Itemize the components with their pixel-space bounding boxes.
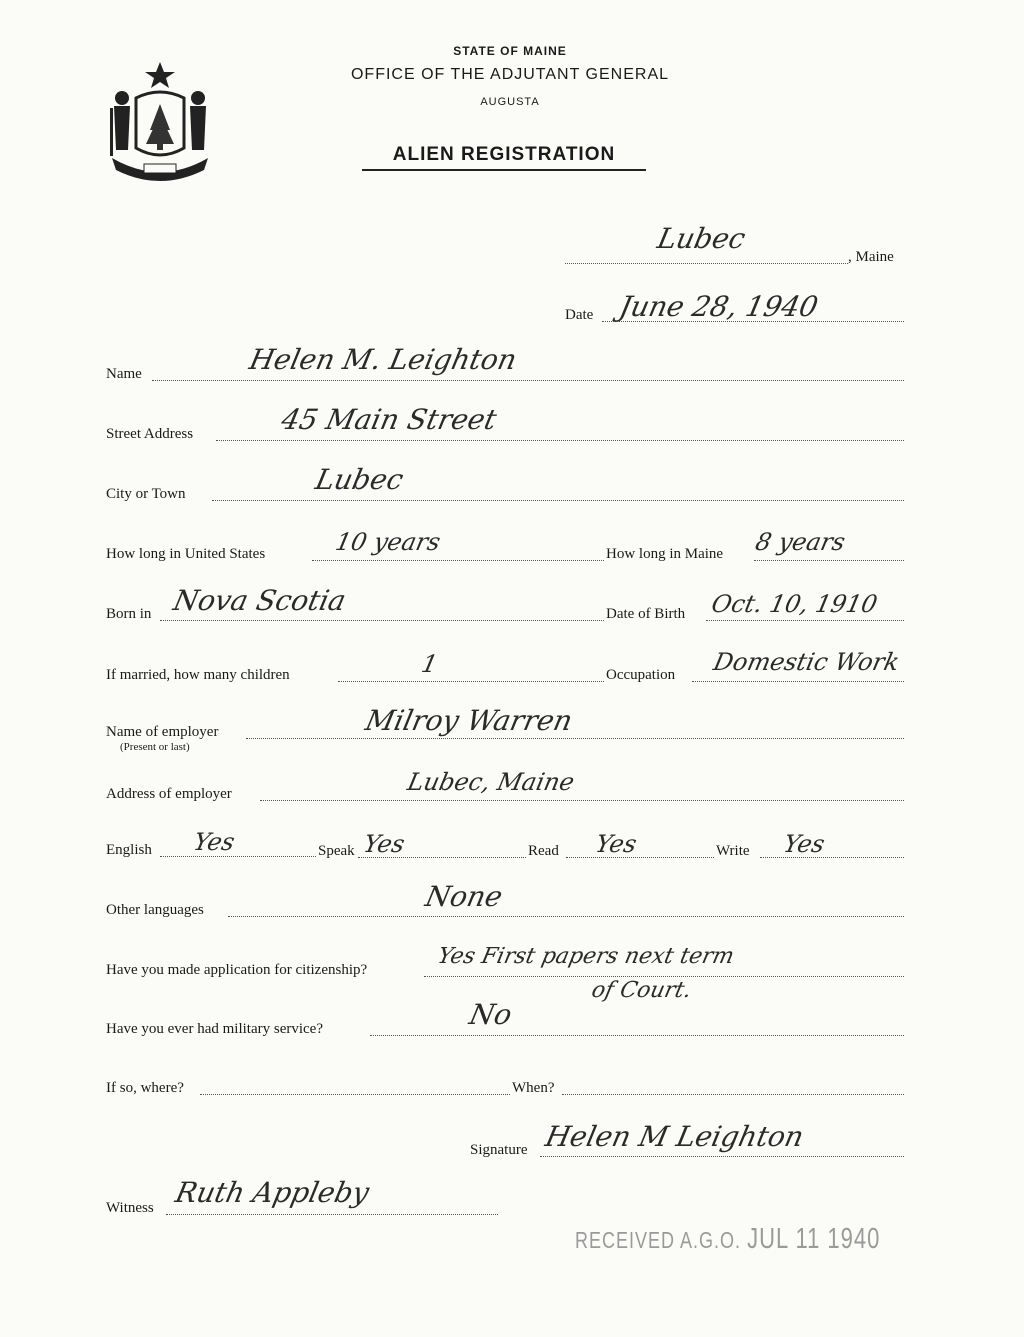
- citizenship-entry-line1: Yes First papers next term: [435, 944, 737, 969]
- employer-entry: Milroy Warren: [362, 704, 576, 737]
- write-label: Write: [716, 843, 750, 859]
- employer-address-line: [260, 800, 904, 801]
- read-line: [566, 857, 714, 858]
- years-us-label: How long in United States: [106, 546, 266, 562]
- speak-entry: Yes: [361, 830, 408, 858]
- employer-line: [246, 738, 904, 739]
- street-label: Street Address: [106, 426, 194, 442]
- witness-line: [166, 1214, 498, 1215]
- place-entry: Lubec: [654, 222, 749, 255]
- military-entry: No: [466, 998, 515, 1031]
- header-office: OFFICE OF THE ADJUTANT GENERAL: [350, 66, 670, 83]
- other-languages-line: [228, 916, 904, 917]
- years-us-entry: 10 years: [333, 528, 444, 556]
- other-languages-entry: None: [422, 880, 506, 913]
- english-label: English: [106, 842, 152, 858]
- citizenship-line: [424, 976, 904, 977]
- years-maine-line: [754, 560, 904, 561]
- signature-label: Signature: [470, 1142, 528, 1158]
- city-label: City or Town: [106, 486, 186, 502]
- born-entry: Nova Scotia: [170, 584, 349, 617]
- dob-line: [706, 620, 904, 621]
- children-label: If married, how many children: [106, 667, 290, 683]
- name-line: [152, 380, 904, 381]
- english-line: [160, 856, 316, 857]
- street-line: [216, 440, 904, 441]
- city-entry: Lubec: [312, 463, 407, 496]
- employer-label: Name of employer: [106, 724, 219, 740]
- occupation-label: Occupation: [606, 667, 676, 683]
- place-suffix: , Maine: [848, 249, 894, 265]
- when-line: [562, 1094, 904, 1095]
- dob-entry: Oct. 10, 1910: [709, 590, 880, 618]
- city-line: [212, 500, 904, 501]
- place-line: [565, 263, 848, 264]
- stamp-date: JUL 11 1940: [747, 1222, 881, 1255]
- citizenship-label: Have you made application for citizenship?: [106, 962, 368, 978]
- date-label: Date: [565, 307, 594, 323]
- read-label: Read: [528, 843, 559, 859]
- received-stamp: [575, 1222, 880, 1256]
- when-label: When?: [512, 1080, 555, 1096]
- years-maine-label: How long in Maine: [606, 546, 724, 562]
- citizenship-entry-line2: of Court.: [589, 978, 694, 1003]
- employer-address-entry: Lubec, Maine: [405, 768, 577, 796]
- years-us-line: [312, 560, 604, 561]
- header-city: AUGUSTA: [480, 96, 540, 108]
- read-entry: Yes: [593, 830, 640, 858]
- military-line: [370, 1035, 904, 1036]
- years-maine-entry: 8 years: [753, 528, 848, 556]
- employer-sublabel: (Present or last): [120, 741, 190, 753]
- signature-line: [540, 1156, 904, 1157]
- witness-label: Witness: [106, 1200, 154, 1216]
- date-entry: June 28, 1940: [616, 290, 821, 323]
- header-state: STATE OF MAINE: [453, 44, 567, 58]
- maine-state-seal-icon: [106, 58, 214, 182]
- signature-entry: Helen M Leighton: [542, 1120, 807, 1153]
- children-line: [338, 681, 604, 682]
- form-title: ALIEN REGISTRATION: [362, 144, 646, 171]
- occupation-entry: Domestic Work: [711, 648, 902, 676]
- name-label: Name: [106, 366, 142, 382]
- street-entry: 45 Main Street: [278, 403, 500, 436]
- name-entry: Helen M. Leighton: [246, 343, 520, 376]
- children-entry: 1: [419, 650, 441, 678]
- military-label: Have you ever had military service?: [106, 1021, 323, 1037]
- stamp-received-text: RECEIVED A.G.O.: [575, 1227, 742, 1254]
- where-line: [200, 1094, 510, 1095]
- witness-entry: Ruth Appleby: [172, 1176, 373, 1209]
- born-label: Born in: [106, 606, 152, 622]
- where-label: If so, where?: [106, 1080, 184, 1096]
- dob-label: Date of Birth: [606, 606, 686, 622]
- english-entry: Yes: [191, 828, 238, 856]
- born-line: [160, 620, 604, 621]
- speak-label: Speak: [318, 843, 355, 859]
- occupation-line: [692, 681, 904, 682]
- employer-address-label: Address of employer: [106, 786, 232, 802]
- write-entry: Yes: [781, 830, 828, 858]
- other-languages-label: Other languages: [106, 902, 204, 918]
